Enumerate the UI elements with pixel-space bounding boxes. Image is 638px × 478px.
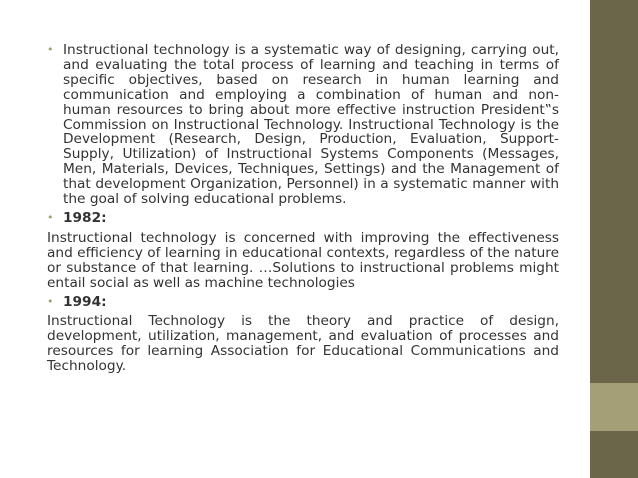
- bullet-1982: [47, 211, 559, 226]
- heading-1982: 1982:: [63, 209, 107, 226]
- bullet-icon: •: [47, 43, 54, 56]
- slide-body: [47, 43, 559, 374]
- paragraph-1994: Instructional Technology is the theory and practice of design, development, utilization, management, and evaluation of processes and resources for learning Association for Educational Communications and Technology.: [47, 313, 559, 375]
- bullet-icon: •: [47, 294, 54, 308]
- bullet-definition-text: Instructional technology is a systematic way of designing, carrying out, and evaluating the total process of learning and teaching in terms of specific objectives, based on research in human learning and communication and employing a combination of human and non-human resources to bring about more effective instruction President‟s Commission on Instructional Technology. Instructional Technology is the Development (Research, Design, Production, Evaluation, Support-Supply, Utilization) of Instructional Systems Components (Messages, Men, Materials, Devices, Techniques, Settings) and the Management of that development Organization, Personnel) in a systematic manner with the goal of solving educational problems.: [63, 42, 559, 208]
- bullet-definition: [47, 43, 559, 207]
- side-accent-block: [590, 383, 638, 431]
- bullet-1994: [47, 295, 559, 310]
- heading-1994: 1994:: [63, 293, 107, 310]
- bullet-icon: •: [47, 210, 54, 224]
- paragraph-1982: Instructional technology is concerned with improving the effectiveness and efficiency of learning in educational contexts, regardless of the nature or substance of that learning. …Solutions to instructional problems might entail social as well as machine technologies: [47, 229, 559, 291]
